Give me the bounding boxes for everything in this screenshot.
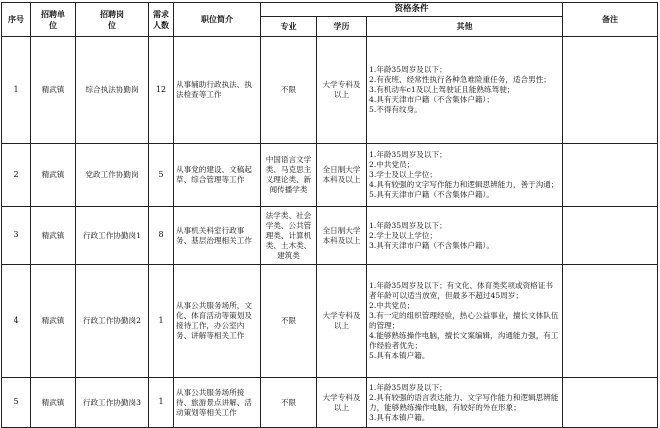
cell-seq: 3 bbox=[2, 207, 31, 265]
cell-remarks bbox=[563, 265, 658, 378]
cell-seq: 1 bbox=[2, 37, 31, 144]
header-seq: 序号 bbox=[2, 3, 31, 37]
requirement-line: 1.年龄35周岁及以下； bbox=[369, 220, 447, 230]
requirement-line: 1.年龄35周岁及以下； bbox=[369, 150, 447, 160]
cell-intro: 从事辅助行政执法、执法检查等工作 bbox=[174, 37, 261, 144]
cell-other bbox=[367, 265, 563, 378]
requirement-line: 2.有夜班、经常性执行各种急难险重任务，适合男性； bbox=[369, 75, 551, 85]
cell-seq: 5 bbox=[2, 378, 31, 428]
requirement-line: 4.能够熟练操作电脑，擅长文案编辑，沟通能力强，有工作经验者优先； bbox=[369, 331, 559, 351]
cell-major: 不限 bbox=[261, 378, 317, 428]
cell-position: 综合执法协勤岗 bbox=[76, 37, 149, 144]
table-row bbox=[2, 207, 658, 265]
cell-unit: 精武镇 bbox=[31, 378, 76, 428]
cell-remarks bbox=[563, 207, 658, 265]
requirement-line: 2.中共党员； bbox=[369, 301, 415, 311]
header-conditions: 资格条件 bbox=[261, 3, 563, 17]
requirement-line: 3.具有本镇户籍。 bbox=[369, 412, 430, 422]
requirement-line: 2.学士及以上学位； bbox=[369, 230, 437, 240]
header-count: 需求人数 bbox=[149, 3, 174, 37]
cell-unit: 精武镇 bbox=[31, 37, 76, 144]
cell-position: 行政工作协勤岗2 bbox=[76, 265, 149, 378]
requirement-line: 3.具有天津市户籍（不含集体户籍）。 bbox=[369, 240, 494, 250]
requirement-line: 3.有机动车c1及以上驾驶证且能熟练驾驶； bbox=[369, 85, 515, 95]
header-major: 专业 bbox=[261, 17, 317, 37]
cell-count: 1 bbox=[149, 378, 174, 428]
cell-remarks bbox=[563, 37, 658, 144]
cell-intro: 从事公共服务场所接待、旅游景点讲解、活动策划等相关工作 bbox=[174, 378, 261, 428]
requirement-line: 1.年龄35周岁及以下； bbox=[369, 382, 447, 392]
cell-major: 法学类、社会学类、公共管理类、计算机类、土木类、建筑类 bbox=[261, 207, 317, 265]
header-unit: 招聘单位 bbox=[31, 3, 76, 37]
cell-intro: 从事公共服务场所，文化、体育活动等策划及接待工作，办公室内务、讲解等相关工作 bbox=[174, 265, 261, 378]
cell-seq: 2 bbox=[2, 144, 31, 207]
header-other: 其他 bbox=[367, 17, 563, 37]
cell-count: 8 bbox=[149, 207, 174, 265]
cell-other bbox=[367, 37, 563, 144]
table-row bbox=[2, 144, 658, 207]
table-row bbox=[2, 265, 658, 378]
requirement-line: 2.具有较强的语言表达能力、文字写作能力和逻辑思辨能力，能够熟练操作电脑，有较好的外在形象； bbox=[369, 392, 559, 412]
requirement-line: 5.具有本镇户籍。 bbox=[369, 351, 430, 361]
table-row bbox=[2, 378, 658, 428]
cell-unit: 精武镇 bbox=[31, 207, 76, 265]
cell-position: 行政工作协勤岗3 bbox=[76, 378, 149, 428]
cell-count: 12 bbox=[149, 37, 174, 144]
cell-education: 全日制大学本科及以上 bbox=[317, 144, 367, 207]
cell-remarks bbox=[563, 144, 658, 207]
cell-position: 党政工作协勤岗 bbox=[76, 144, 149, 207]
requirement-line: 4.具有天津市户籍（不含集体户籍）； bbox=[369, 95, 494, 105]
cell-remarks bbox=[563, 378, 658, 428]
cell-unit: 精武镇 bbox=[31, 144, 76, 207]
requirement-line: 4.具有较强的文字写作能力和逻辑思辨能力，善于沟通； bbox=[369, 180, 559, 190]
cell-intro: 从事机关科室行政事务、基层治理相关工作 bbox=[174, 207, 261, 265]
cell-major: 不限 bbox=[261, 37, 317, 144]
requirement-line: 2.中共党员； bbox=[369, 160, 415, 170]
header-position: 招聘岗位 bbox=[76, 3, 149, 37]
header-education: 学历 bbox=[317, 17, 367, 37]
requirement-line: 5.具有天津市户籍（不含集体户籍）。 bbox=[369, 190, 494, 200]
cell-education: 全日制大学本科及以上 bbox=[317, 207, 367, 265]
recruitment-table bbox=[1, 2, 658, 428]
cell-major: 中国语言文学类、马克思主义理论类、新闻传播学类 bbox=[261, 144, 317, 207]
cell-other bbox=[367, 144, 563, 207]
cell-other bbox=[367, 378, 563, 428]
requirement-line: 3.学士及以上学位； bbox=[369, 170, 437, 180]
header-intro: 职位简介 bbox=[174, 3, 261, 37]
requirement-line: 1.年龄35周岁及以下；有文化、体育类奖项或资格证书者年龄可以适当放宽，但最多不超过45周岁； bbox=[369, 281, 553, 301]
cell-count: 5 bbox=[149, 144, 174, 207]
requirement-line: 3.有一定的组织管理经验，热心公益事业，擅长文体队伍的管理； bbox=[369, 311, 559, 331]
requirement-line: 5.不得有纹身。 bbox=[369, 105, 422, 115]
cell-major: 不限 bbox=[261, 265, 317, 378]
requirement-line: 1.年龄35周岁及以下； bbox=[369, 65, 447, 75]
cell-education: 大学专科及以上 bbox=[317, 37, 367, 144]
cell-position: 行政工作协勤岗1 bbox=[76, 207, 149, 265]
header-remarks: 备注 bbox=[563, 3, 658, 37]
cell-intro: 从事党的建设、文稿起草、综合管理等工作 bbox=[174, 144, 261, 207]
cell-seq: 4 bbox=[2, 265, 31, 378]
cell-education: 大学专科及以上 bbox=[317, 378, 367, 428]
cell-unit: 精武镇 bbox=[31, 265, 76, 378]
table-row bbox=[2, 37, 658, 144]
cell-education: 大学专科及以上 bbox=[317, 265, 367, 378]
cell-count: 1 bbox=[149, 265, 174, 378]
cell-other bbox=[367, 207, 563, 265]
